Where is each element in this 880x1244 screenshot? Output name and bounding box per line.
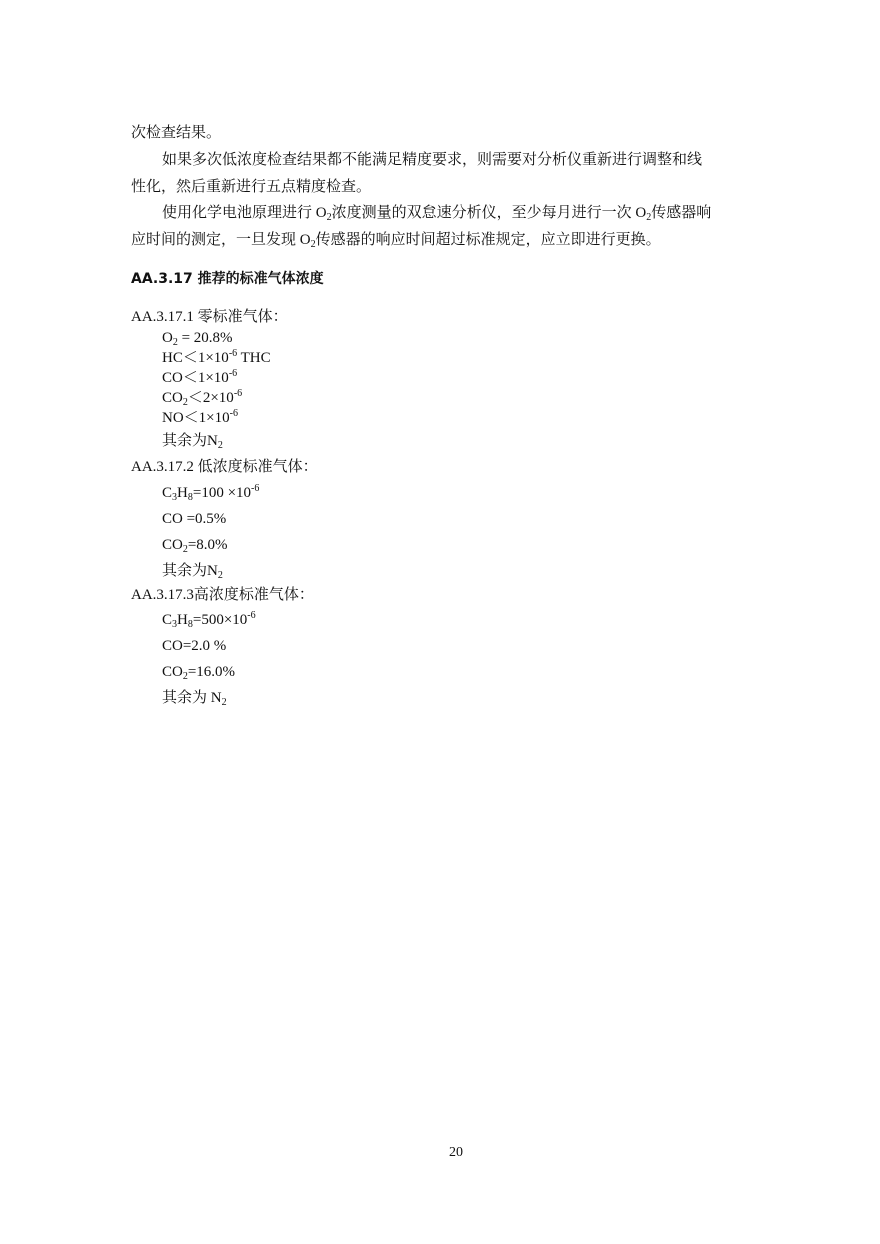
high-gas-co2 [162,662,235,682]
formula-text: CO＜1×10 [162,370,229,386]
clause-title: AA.3.17.1 零标准气体： [131,309,288,325]
high-gas-title [131,585,314,605]
superscript: -6 [247,610,256,621]
zero-gas-title [131,307,288,327]
body-line-5 [131,230,661,250]
zero-gas-no [162,408,238,428]
formula-text: =500×10 [192,612,248,628]
subscript: 2 [217,440,223,451]
subscript: 8 [187,492,193,503]
high-gas-balance [162,688,227,708]
formula-text: NO＜1×10 [162,410,230,426]
formula-text: C [162,485,173,501]
subscript: 2 [182,671,188,682]
formula-text: H [177,612,188,628]
formula-text: H [177,485,188,501]
body-text: 如果多次低浓度检查结果都不能满足精度要求，则需要对分析仪重新进行调整和线 [162,152,703,168]
high-gas-c3h8 [162,610,256,630]
body-line-1 [131,123,221,143]
body-text: 传感器的响应时间超过标准规定，应立即进行更换。 [315,232,661,248]
formula-text: 其余为N [162,563,218,579]
formula-text: ＜2×10 [187,390,234,406]
formula-text: =100 ×10 [192,485,252,501]
subscript: 2 [221,697,227,708]
body-line-3 [131,177,371,197]
low-gas-balance [162,561,223,581]
zero-gas-o2 [162,328,233,348]
low-gas-c3h8 [162,483,259,503]
zero-gas-balance [162,431,223,451]
zero-gas-hc [162,348,271,368]
formula-text: = 20.8% [177,330,233,346]
high-gas-co [162,636,226,656]
formula-text: CO [162,390,183,406]
page-number: 20 [449,1145,463,1160]
subscript: 2 [182,544,188,555]
formula-text: CO [162,537,183,553]
low-gas-co2 [162,535,228,555]
body-text: 传感器响 [651,205,712,221]
formula-text: CO [162,664,183,680]
formula-text: =8.0% [187,537,228,553]
superscript: -6 [228,368,238,379]
superscript: -6 [228,348,238,359]
body-text: 性化，然后重新进行五点精度检查。 [131,179,372,195]
formula-text: HC＜1×10 [162,350,229,366]
formula-text: THC [237,350,271,366]
zero-gas-co2 [162,388,242,408]
superscript: -6 [233,388,243,399]
low-gas-title [131,457,318,477]
formula-text: 其余为N [162,433,218,449]
body-text: 次检查结果。 [131,125,222,141]
body-text: 使用化学电池原理进行 O [162,205,327,221]
subscript: 2 [646,212,652,223]
superscript: -6 [229,408,238,419]
superscript: -6 [251,483,260,494]
formula-text: O [162,330,173,346]
subscript: 2 [326,212,332,223]
subscript: 8 [187,619,193,630]
body-line-2 [162,150,702,170]
subscript: 2 [217,570,223,581]
clause-title: AA.3.17.2 低浓度标准气体： [131,459,318,475]
subscript: 2 [310,239,316,250]
clause-title: AA.3.17.3高浓度标准气体： [131,587,314,603]
body-text: 浓度测量的双怠速分析仪，至少每月进行一次 O [331,205,647,221]
low-gas-co [162,509,226,529]
section-heading [131,269,324,289]
subscript: 2 [172,337,178,348]
body-text: 应时间的测定，一旦发现 O [131,232,311,248]
formula-text: CO=2.0 % [162,638,227,654]
formula-text: C [162,612,173,628]
body-line-4 [162,203,711,223]
section-heading-text: AA.3.17 推荐的标准气体浓度 [131,271,324,287]
formula-text: CO =0.5% [162,511,227,527]
subscript: 3 [172,492,178,503]
zero-gas-co [162,368,237,388]
subscript: 3 [172,619,178,630]
subscript: 2 [182,397,188,408]
formula-text: 其余为 N [162,690,222,706]
formula-text: =16.0% [187,664,236,680]
